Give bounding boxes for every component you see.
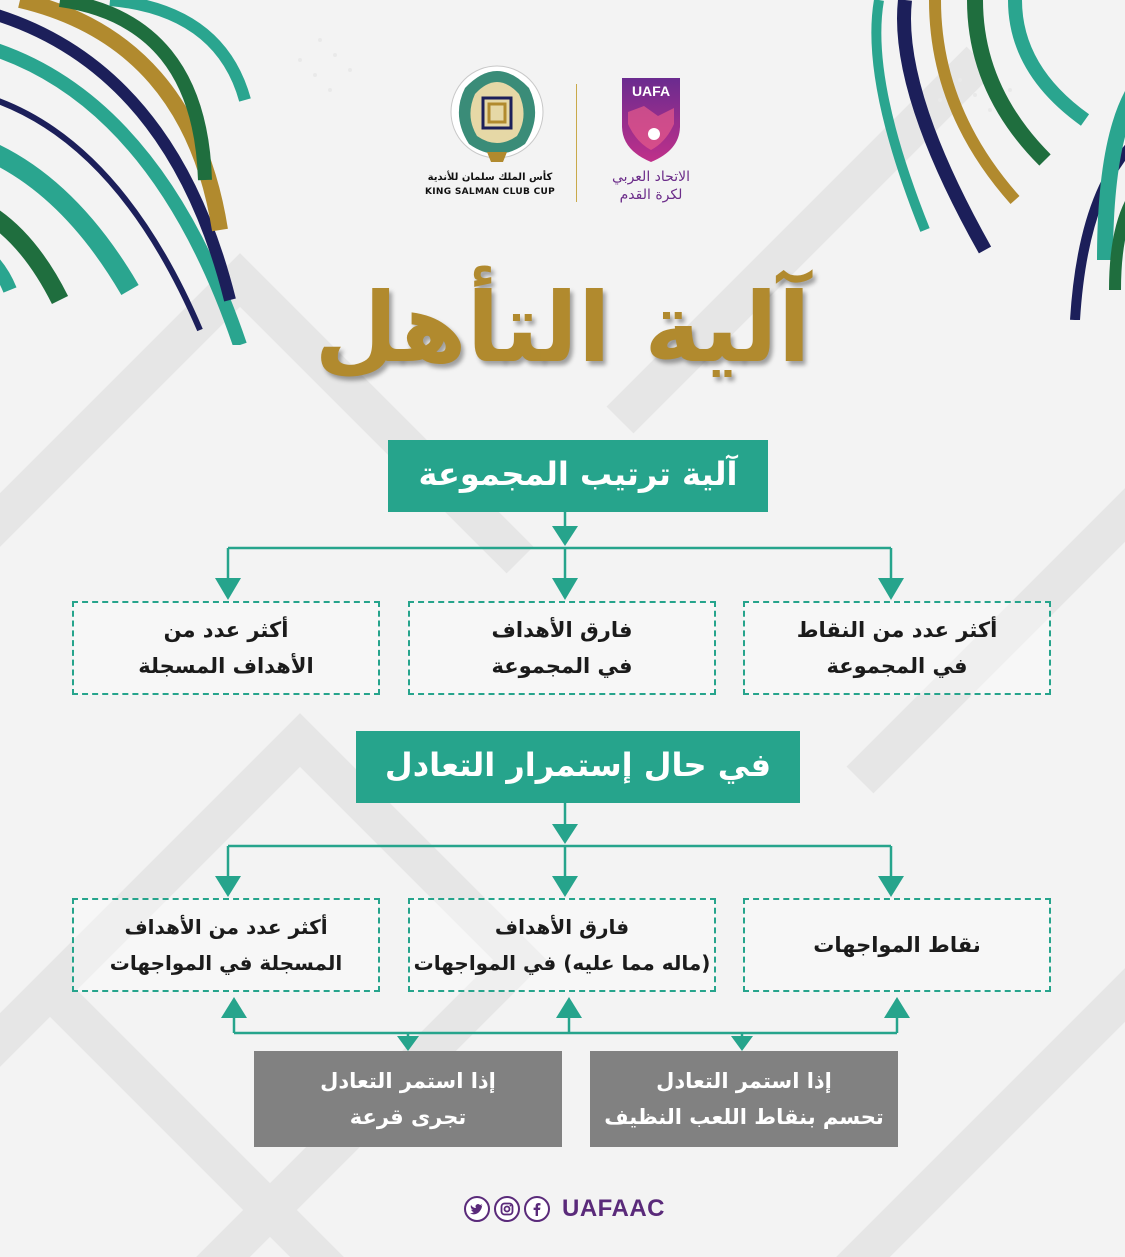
page-title: آلية التأهل: [314, 272, 811, 384]
twitter-icon[interactable]: [464, 1196, 490, 1222]
criterion-line: الأهداف المسجلة: [138, 654, 314, 678]
criterion-line: فارق الأهداف: [491, 618, 633, 642]
group-ranking-header: آلية ترتيب المجموعة: [388, 440, 768, 512]
criterion-line: المسجلة في المواجهات: [109, 951, 343, 975]
uafa-shield-icon: [596, 72, 706, 166]
king-salman-cup-logo: [420, 60, 570, 210]
tournament-name-arabic: كأس الملك سلمان للأندية: [427, 172, 553, 183]
criterion-line: (ماله مما عليه) في المواجهات: [413, 951, 711, 975]
tiebreaker-line: تحسم بنقاط اللعب النظيف: [604, 1105, 884, 1129]
uafa-logo: [596, 72, 706, 212]
tiebreaker-fair-play: [590, 1051, 898, 1147]
tournament-name-english: KING SALMAN CLUB CUP: [425, 187, 555, 197]
criterion-line: أكثر عدد من الأهداف: [124, 915, 328, 939]
uafa-name-line1: الاتحاد العربي: [612, 169, 690, 185]
criterion-goal-difference: [408, 601, 716, 695]
criterion-most-points: [743, 601, 1051, 695]
facebook-icon[interactable]: [524, 1196, 550, 1222]
criterion-line: نقاط المواجهات: [813, 933, 981, 957]
social-handle: UAFAAC: [562, 1195, 665, 1222]
logo-divider: [576, 84, 577, 202]
tiebreaker-line: إذا استمر التعادل: [320, 1069, 496, 1093]
footer-social: [464, 1193, 665, 1225]
criterion-head-to-head-points: [743, 898, 1051, 992]
criterion-head-to-head-goal-difference: [408, 898, 716, 992]
criterion-line: في المجموعة: [491, 654, 633, 678]
criterion-line: أكثر عدد من النقاط: [796, 618, 998, 642]
instagram-icon[interactable]: [494, 1196, 520, 1222]
trophy-emblem-icon: [425, 60, 565, 170]
uafa-abbr: UAFA: [631, 83, 671, 99]
criterion-head-to-head-goals: [72, 898, 380, 992]
logo-area: [420, 60, 720, 210]
criterion-line: في المجموعة: [826, 654, 968, 678]
criterion-line: فارق الأهداف: [494, 915, 630, 939]
tiebreaker-draw-lots: [254, 1051, 562, 1147]
tie-continues-header: في حال إستمرار التعادل: [356, 731, 800, 803]
criterion-line: أكثر عدد من: [163, 618, 289, 642]
tiebreaker-line: تجرى قرعة: [349, 1105, 467, 1129]
uafa-name-line2: لكرة القدم: [619, 187, 683, 203]
uafa-name: [596, 168, 706, 204]
tiebreaker-line: إذا استمر التعادل: [656, 1069, 832, 1093]
criterion-most-goals: [72, 601, 380, 695]
